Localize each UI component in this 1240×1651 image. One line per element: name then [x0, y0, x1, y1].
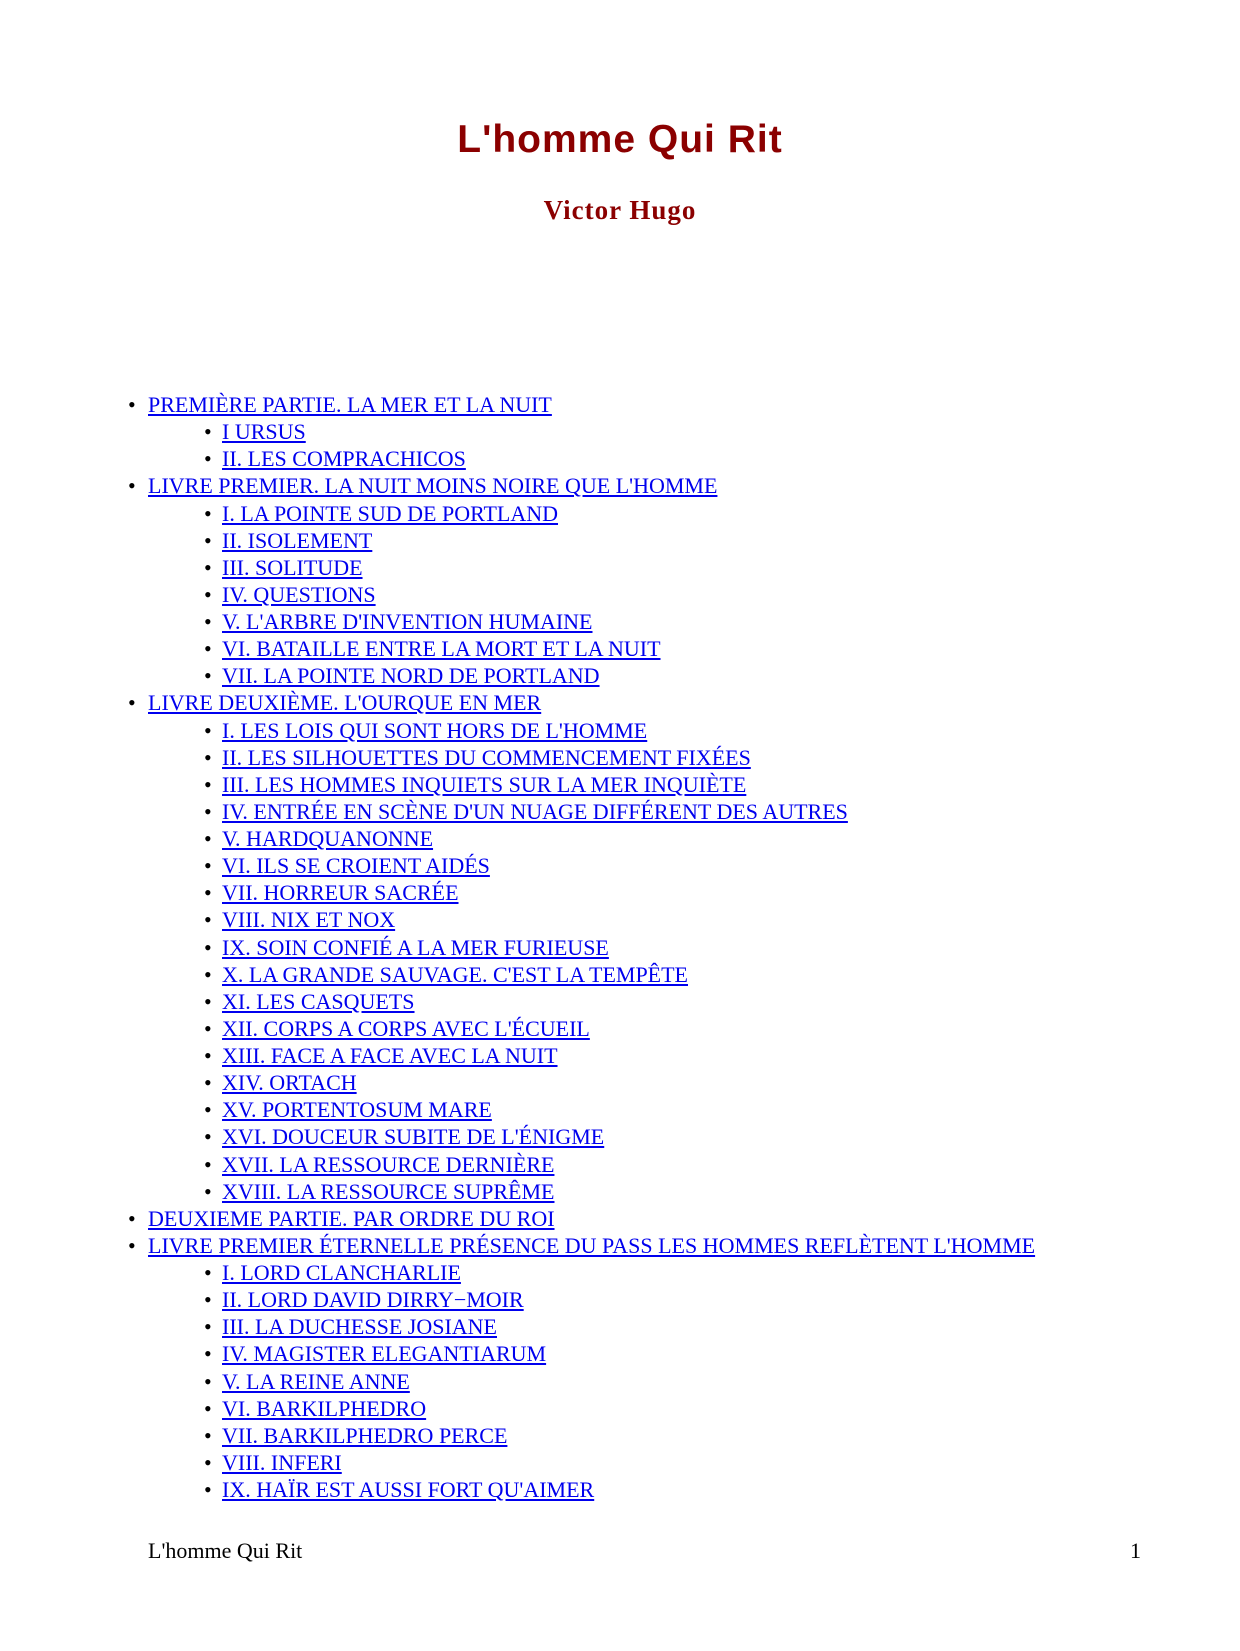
toc-link[interactable]: LIVRE PREMIER. LA NUIT MOINS NOIRE QUE L'HOMME [148, 473, 718, 499]
toc-link[interactable]: V. L'ARBRE D'INVENTION HUMAINE [222, 609, 593, 634]
bullet-icon: • [204, 1070, 212, 1096]
bullet-icon: • [128, 690, 136, 716]
footer-title: L'homme Qui Rit [148, 1538, 303, 1563]
toc-link[interactable]: XIV. ORTACH [222, 1070, 357, 1096]
toc-link[interactable]: VI. ILS SE CROIENT AIDÉS [222, 853, 490, 879]
toc-chapter-item [0, 1015, 1240, 1042]
toc-link[interactable]: XV. PORTENTOSUM MARE [222, 1097, 492, 1123]
toc-link[interactable]: LIVRE PREMIER ÉTERNELLE PRÉSENCE DU PASS LES HOMMES REFLÈTENT L'HOMME [148, 1232, 1036, 1258]
toc-section-item [0, 391, 1240, 418]
toc-chapter-item [0, 934, 1240, 961]
toc-chapter-item [0, 852, 1240, 879]
bullet-icon: • [128, 1232, 136, 1258]
toc-link[interactable]: III. SOLITUDE [222, 554, 363, 580]
toc-link[interactable]: III. LA DUCHESSE JOSIANE [222, 1314, 497, 1340]
toc-chapter-item [0, 1422, 1240, 1449]
toc-link[interactable]: XVI. DOUCEUR SUBITE DE L'ÉNIGME [222, 1124, 605, 1150]
bullet-icon: • [128, 473, 136, 499]
bullet-icon: • [204, 1124, 212, 1150]
toc-chapter-item [0, 798, 1240, 825]
bullet-icon: • [204, 1477, 212, 1502]
toc-chapter-item [0, 418, 1240, 445]
bullet-icon: • [204, 826, 212, 851]
toc-link[interactable]: II. LES COMPRACHICOS [222, 446, 466, 472]
bullet-icon: • [204, 500, 212, 526]
toc-chapter-item [0, 1123, 1240, 1150]
toc-link[interactable]: XI. LES CASQUETS [222, 988, 415, 1014]
toc-link[interactable]: I. LES LOIS QUI SONT HORS DE L'HOMME [222, 717, 648, 743]
bullet-icon: • [204, 961, 212, 987]
toc-link[interactable]: IV. MAGISTER ELEGANTIARUM [222, 1341, 547, 1367]
toc-section-item [0, 689, 1240, 716]
toc-link[interactable]: IX. SOIN CONFIÉ A LA MER FURIEUSE [222, 934, 609, 960]
bullet-icon: • [204, 1422, 212, 1448]
toc-link[interactable]: VI. BARKILPHEDRO [222, 1395, 427, 1421]
toc-link[interactable]: II. LES SILHOUETTES DU COMMENCEMENT FIXÉES [222, 744, 751, 770]
toc-chapter-item [0, 1395, 1240, 1422]
toc-chapter-item [0, 1069, 1240, 1096]
bullet-icon: • [128, 392, 136, 417]
toc-chapter-item [0, 554, 1240, 581]
toc-chapter-item [0, 1178, 1240, 1205]
toc-chapter-item [0, 1313, 1240, 1340]
table-of-contents [0, 391, 1240, 1503]
bullet-icon: • [204, 988, 212, 1014]
toc-link[interactable]: IV. QUESTIONS [222, 581, 376, 607]
toc-link[interactable]: V. LA REINE ANNE [222, 1368, 410, 1394]
toc-chapter-item [0, 1286, 1240, 1313]
bullet-icon: • [204, 717, 212, 743]
bullet-icon: • [128, 1205, 136, 1231]
toc-chapter-item [0, 1259, 1240, 1286]
bullet-icon: • [204, 1368, 212, 1394]
toc-section-item [0, 1232, 1240, 1259]
toc-chapter-item [0, 1368, 1240, 1395]
bullet-icon: • [204, 744, 212, 770]
bullet-icon: • [204, 1178, 212, 1204]
bullet-icon: • [204, 663, 212, 689]
toc-link[interactable]: X. LA GRANDE SAUVAGE. C'EST LA TEMPÊTE [222, 961, 688, 987]
bullet-icon: • [204, 419, 212, 445]
toc-link[interactable]: VII. HORREUR SACRÉE [222, 880, 459, 906]
toc-link[interactable]: XIII. FACE A FACE AVEC LA NUIT [222, 1043, 558, 1068]
toc-chapter-item [0, 1151, 1240, 1178]
toc-link[interactable]: III. LES HOMMES INQUIETS SUR LA MER INQUIÈTE [222, 771, 747, 797]
toc-chapter-item [0, 608, 1240, 635]
toc-chapter-item [0, 662, 1240, 689]
toc-chapter-item [0, 961, 1240, 988]
toc-link[interactable]: VII. LA POINTE NORD DE PORTLAND [222, 663, 600, 689]
bullet-icon: • [204, 446, 212, 472]
toc-link[interactable]: PREMIÈRE PARTIE. LA MER ET LA NUIT [148, 392, 552, 417]
bullet-icon: • [204, 527, 212, 553]
bullet-icon: • [204, 880, 212, 906]
toc-chapter-item [0, 581, 1240, 608]
toc-link[interactable]: LIVRE DEUXIÈME. L'OURQUE EN MER [148, 690, 542, 716]
toc-link[interactable]: VIII. NIX ET NOX [222, 907, 396, 933]
bullet-icon: • [204, 1395, 212, 1421]
page-number: 1 [1130, 1538, 1141, 1563]
bullet-icon: • [204, 1314, 212, 1340]
toc-chapter-item [0, 1476, 1240, 1503]
toc-link[interactable]: I. LA POINTE SUD DE PORTLAND [222, 500, 559, 526]
toc-section-item [0, 1205, 1240, 1232]
toc-link[interactable]: IX. HAÏR EST AUSSI FORT QU'AIMER [222, 1477, 595, 1502]
toc-link[interactable]: II. ISOLEMENT [222, 527, 373, 553]
bullet-icon: • [204, 609, 212, 634]
toc-chapter-item [0, 879, 1240, 906]
toc-link[interactable]: VII. BARKILPHEDRO PERCE [222, 1422, 508, 1448]
toc-link[interactable]: VI. BATAILLE ENTRE LA MORT ET LA NUIT [222, 636, 661, 662]
toc-chapter-item [0, 1449, 1240, 1476]
bullet-icon: • [204, 1449, 212, 1475]
toc-link[interactable]: XII. CORPS A CORPS AVEC L'ÉCUEIL [222, 1015, 590, 1041]
toc-link[interactable]: VIII. INFERI [222, 1449, 342, 1475]
toc-link[interactable]: II. LORD DAVID DIRRY−MOIR [222, 1287, 524, 1313]
document-title: L'homme Qui Rit [457, 118, 783, 161]
toc-chapter-item [0, 445, 1240, 472]
toc-chapter-item [0, 988, 1240, 1015]
bullet-icon: • [204, 1097, 212, 1123]
toc-chapter-item [0, 906, 1240, 933]
bullet-icon: • [204, 1015, 212, 1041]
bullet-icon: • [204, 1260, 212, 1285]
toc-section-item [0, 472, 1240, 499]
bullet-icon: • [204, 1341, 212, 1367]
toc-chapter-item [0, 527, 1240, 554]
bullet-icon: • [204, 581, 212, 607]
toc-link[interactable]: IV. ENTRÉE EN SCÈNE D'UN NUAGE DIFFÉRENT DES AUTRES [222, 798, 848, 824]
toc-chapter-item [0, 825, 1240, 852]
toc-chapter-item [0, 1096, 1240, 1123]
toc-link[interactable]: XVII. LA RESSOURCE DERNIÈRE [222, 1151, 555, 1177]
document-author: Victor Hugo [543, 195, 697, 225]
toc-chapter-item [0, 771, 1240, 798]
bullet-icon: • [204, 934, 212, 960]
bullet-icon: • [204, 1287, 212, 1313]
toc-chapter-item [0, 717, 1240, 744]
toc-link[interactable]: I URSUS [222, 419, 306, 445]
bullet-icon: • [204, 853, 212, 879]
bullet-icon: • [204, 636, 212, 662]
toc-chapter-item [0, 1340, 1240, 1367]
bullet-icon: • [204, 554, 212, 580]
toc-link[interactable]: DEUXIEME PARTIE. PAR ORDRE DU ROI [148, 1205, 555, 1231]
toc-chapter-item [0, 635, 1240, 662]
toc-link[interactable]: I. LORD CLANCHARLIE [222, 1260, 461, 1285]
toc-chapter-item [0, 500, 1240, 527]
bullet-icon: • [204, 771, 212, 797]
toc-link[interactable]: XVIII. LA RESSOURCE SUPRÊME [222, 1178, 555, 1204]
toc-chapter-item [0, 744, 1240, 771]
bullet-icon: • [204, 1043, 212, 1068]
toc-chapter-item [0, 1042, 1240, 1069]
bullet-icon: • [204, 1151, 212, 1177]
bullet-icon: • [204, 907, 212, 933]
bullet-icon: • [204, 798, 212, 824]
toc-link[interactable]: V. HARDQUANONNE [222, 826, 434, 851]
